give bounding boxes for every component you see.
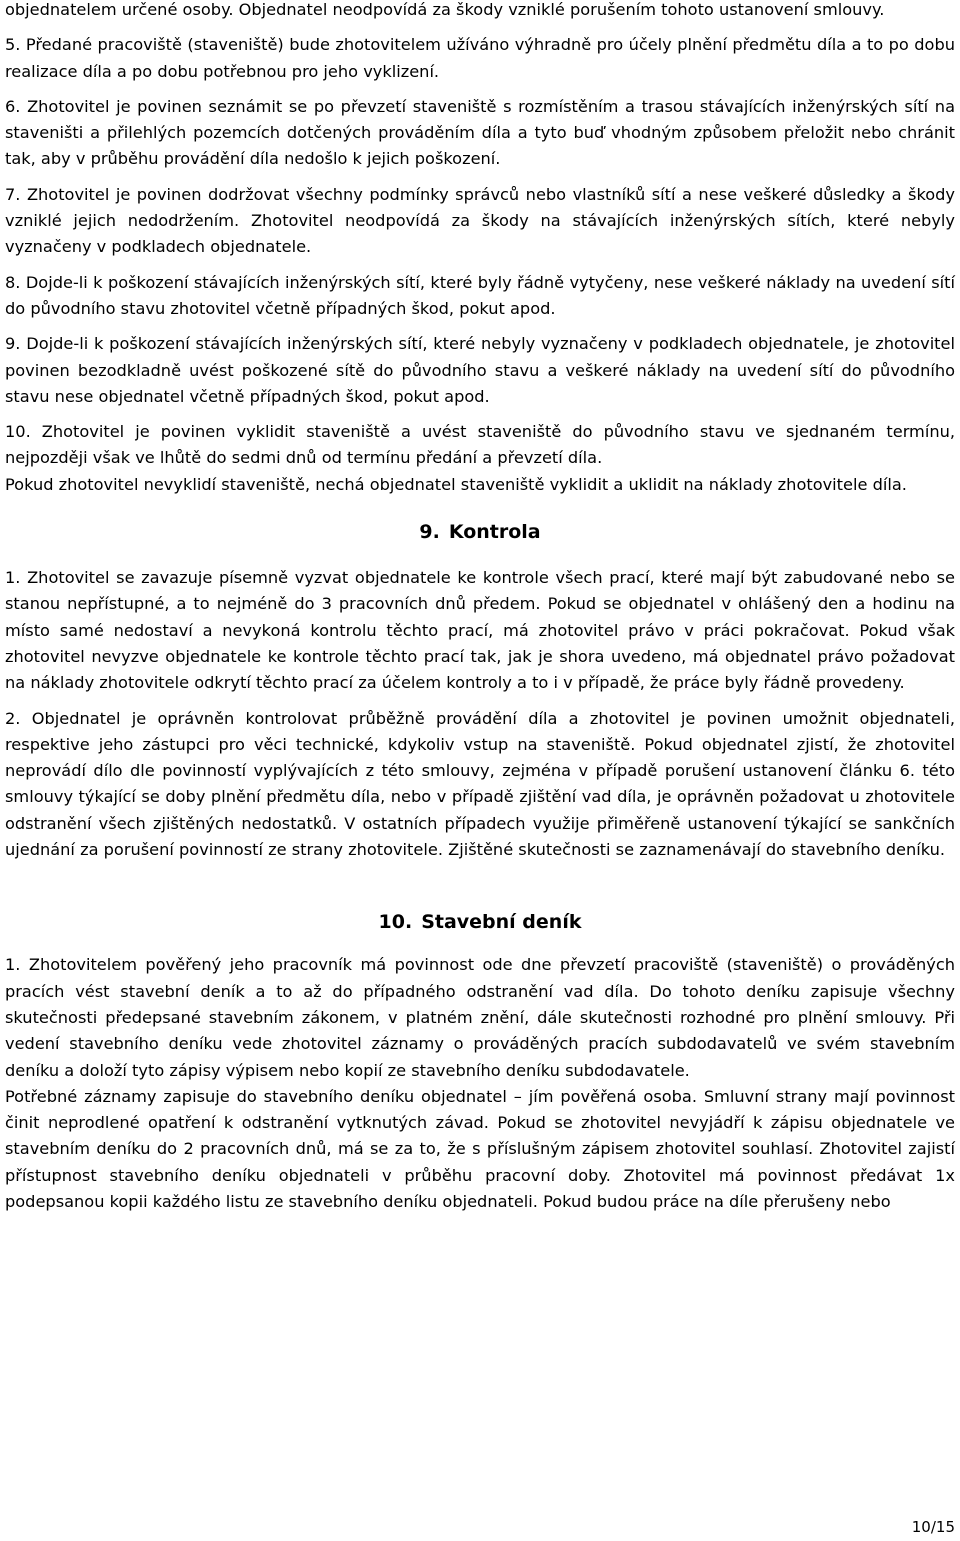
section-number: 10. — [378, 911, 413, 934]
document-page — [5, 0, 955, 1215]
paragraph-9: 9. Dojde-li k poškození stávajících inženýrských sítí, které nebyly vyznačeny v podkladech objednatele, je zhotovitel povinen bezodkladně uvést poškozené sítě do původního stavu a veškeré náklady na uvedení sítí do původního stavu nese objednatel včetně případných škod, pokut apod. — [5, 334, 955, 406]
paragraph-5: 5. Předané pracoviště (staveniště) bude zhotovitelem užíváno výhradně pro účely plnění předmětu díla a to po dobu realizace díla a po dobu potřebnou pro jeho vyklizení. — [5, 35, 955, 81]
kontrola-paragraph-2: 2. Objednatel je oprávněn kontrolovat průběžně provádění díla a zhotovitel je povinen umožnit objednateli, respektive jeho zástupci pro věci technické, kdykoliv vstup na staveniště. Pokud objednatel zjistí, že zhotovitel neprovádí dílo dle povinností vyplývajících z této smlouvy, zejména v případě porušení ustanovení článku 6. této smlouvy týkající se doby plnění předmětu díla, nebo v případě zjištění vad díla, je oprávněn požadovat u zhotovitele odstranění všech zjištěných nedostatků. V ostatních případech využije přiměřeně ustanovení týkající se sankčních ujednání za porušení povinností ze strany zhotovitele. Zjištěné skutečnosti se zaznamenávají do stavebního deníku. — [5, 708, 955, 860]
paragraph-10-continued: Pokud zhotovitel nevyklidí staveniště, nechá objednatel staveniště vyklidit a uklidit na náklady zhotovitele díla. — [5, 474, 907, 494]
section-title: Stavební deník — [421, 911, 582, 934]
section-heading-kontrola — [5, 519, 955, 545]
paragraph-10: 10. Zhotovitel je povinen vyklidit staveniště a uvést staveniště do původního stavu ve sjednaném termínu, nejpozději však ve lhůtě do sedmi dnů od termínu předání a převzetí díla. — [5, 422, 955, 468]
denik-paragraph-2: Potřebné záznamy zapisuje do stavebního deníku objednatel – jím pověřená osoba. Smluvní strany mají povinnost činit neprodlené opatření k odstranění vytknutých závad. Pokud se zhotovitel nevyjádří k zápisu objednatele ve stavebním deníku do 2 pracovních dnů, má se za to, že s příslušným zápisem zhotovitel souhlasí. Zhotovitel zajistí přístupnost stavebního deníku objednateli v průběhu pracovní doby. Zhotovitel má povinnost předávat 1x podepsanou kopii každého listu ze stavebního deníku objednateli. Pokud budou práce na díle přerušeny nebo — [5, 1086, 955, 1211]
paragraph-8: 8. Dojde-li k poškození stávajících inženýrských sítí, které byly řádně vytyčeny, nese veškeré náklady na uvedení sítí do původního stavu zhotovitel včetně případných škod, pokut apod. — [5, 272, 955, 318]
denik-paragraph-1: 1. Zhotovitelem pověřený jeho pracovník má povinnost ode dne převzetí pracoviště (staveniště) o prováděných pracích vést stavební deník a to až do případného odstranění vad díla. Do tohoto deníku zapisuje všechny skutečnosti předepsané stavebním zákonem, v platném znění, dále skutečnosti rozhodné pro plnění smlouvy. Při vedení stavebního deníku vede zhotovitel záznamy o prováděných pracích subdodavatelů ve svém stavebním deníku a doloží tyto zápisy výpisem nebo kopií ze stavebního deníku subdodavatele. — [5, 955, 955, 1080]
section-number: 9. — [419, 521, 440, 544]
paragraph-6: 6. Zhotovitel je povinen seznámit se po převzetí staveniště s rozmístěním a trasou stávajících inženýrských sítí na staveništi a přilehlých pozemcích dotčených prováděním díla a tyto buď vhodným způsobem přeložit nebo chránit tak, aby v průběhu provádění díla nedošlo k jejich poškození. — [5, 96, 955, 169]
kontrola-paragraph-1: 1. Zhotovitel se zavazuje písemně vyzvat objednatele ke kontrole všech prací, které mají být zabudované nebo se stanou nepřístupné, a to nejméně do 3 pracovních dnů předem. Pokud se objednatel v ohlášený den a hodinu na místo samé nedostaví a nevykoná kontrolu těchto prací, má zhotovitel právo v práci pokračovat. Pokud však zhotovitel nevyzve objednatele ke kontrole těchto prací tak, jak je shora uvedeno, má objednatel právo požadovat na náklady zhotovitele odkrytí těchto prací za účelem kontroly a to i v případě, že práce byly řádně provedeny. — [5, 568, 955, 693]
paragraph-continuation: objednatelem určené osoby. Objednatel neodpovídá za škody vzniklé porušením tohoto ustanovení smlouvy. — [5, 0, 885, 19]
section-heading-stavebni-denik — [5, 909, 955, 935]
page-number: 10/15 — [911, 1518, 955, 1536]
section-title: Kontrola — [448, 521, 541, 544]
paragraph-7: 7. Zhotovitel je povinen dodržovat všechny podmínky správců nebo vlastníků sítí a nese veškeré důsledky a škody vzniklé jejich nedodržením. Zhotovitel neodpovídá za škody na stávajících inženýrských sítích, které nebyly vyznačeny v podkladech objednatele. — [5, 184, 955, 257]
